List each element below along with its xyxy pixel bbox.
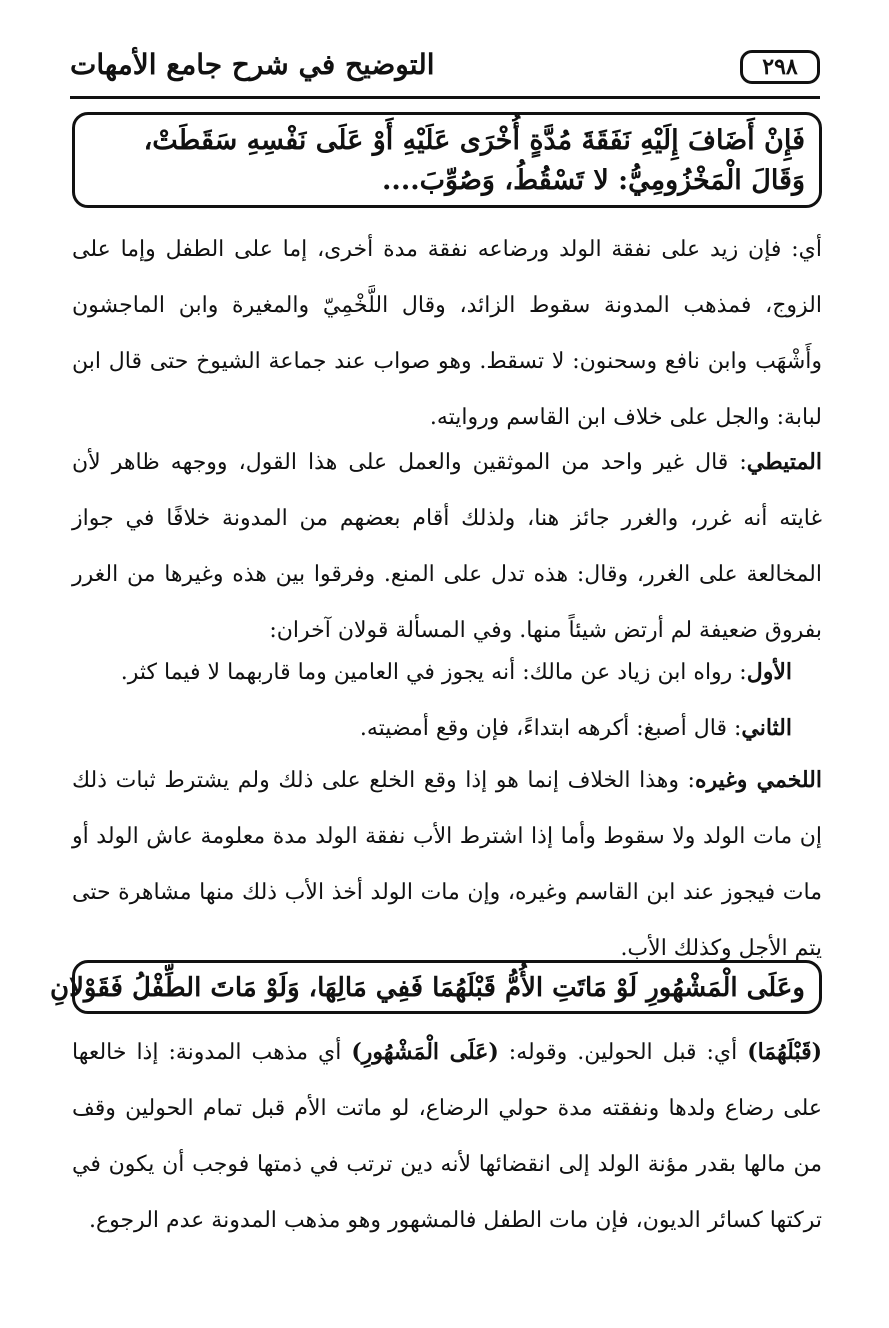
paragraph-body: : قال غير واحد من الموثقين والعمل على هذا القول، ووجهه ظاهر لأن غايته أنه غرر، والغرر جائز هنا، ولذلك أقام بعضهم من المدونة خلافًا في جواز المخالعة على الغرر، وقال: هذه تدل على المنع. وفرقوا بين هذه وغيرها من الغرر بفروق ضعيفة لم أرتض شيئاً منها. وفي المسألة قولان آخران: (72, 450, 822, 643)
paragraph-lead-second: الثاني (741, 715, 792, 741)
paragraph-body: أي: قبل الحولين. وقوله: (498, 1040, 748, 1065)
commentary-paragraph-3 (72, 644, 792, 701)
paragraph-body: : قال أصبغ: أكرهه ابتداءً، فإن وقع أمضيته. (359, 716, 742, 741)
matn-box-2: وعَلَى الْمَشْهُورِ لَوْ مَاتَتِ الأُمُّ قَبْلَهُمَا فَفِي مَالِهَا، وَلَوْ مَاتَ الطِّفْلُ فَقَوْلانِ (72, 960, 822, 1014)
page-header (70, 44, 820, 96)
commentary-paragraph-1: أي: فإن زيد على نفقة الولد ورضاعه نفقة مدة أخرى، إما على الطفل وإما على الزوج، فمذهب المدونة سقوط الزائد، وقال اللَّخْمِيّ والمغيرة وابن الماجشون وأَشْهَب وابن نافع وسحنون: لا تسقط. وهو صواب عند جماعة الشيوخ حتى قال ابن لبابة: والجل على خلاف ابن القاسم وروايته. (72, 237, 822, 430)
running-title: التوضيح في شرح جامع الأمهات (70, 48, 435, 81)
page-number: ٢٩٨ (740, 50, 820, 84)
quoted-phrase: (عَلَى الْمَشْهُورِ) (351, 1039, 499, 1065)
header-rule (70, 96, 820, 99)
commentary-paragraph-4 (72, 700, 792, 757)
paragraph-lead-lakhmi: اللخمي وغيره (694, 767, 822, 793)
paragraph-lead-first: الأول (746, 659, 792, 685)
commentary-paragraph-6 (72, 1024, 822, 1249)
commentary-paragraph-5 (72, 752, 822, 977)
paragraph-body: أي مذهب المدونة: إذا خالعها على رضاع ولدها ونفقته مدة حولي الرضاع، لو ماتت الأم قبل تمام الحولين وقف من مالها بقدر مؤنة الولد إلى انقضائها لأنه دين ترتب في ذمتها فوجب أن يكون في تركتها كسائر الديون، فإن مات الطفل فالمشهور وهو مذهب المدونة عدم الرجوع. (72, 1040, 822, 1233)
paragraph-lead-qablahuma: (قَبْلَهُمَا) (747, 1039, 823, 1065)
commentary-paragraph-2 (72, 434, 822, 659)
paragraph-lead-mutiti: المتيطي (746, 449, 822, 475)
matn-box-1: فَإِنْ أَضَافَ إِلَيْهِ نَفَقَةَ مُدَّةٍ أُخْرَى عَلَيْهِ أَوْ عَلَى نَفْسِهِ سَقَطَتْ، وَقَالَ الْمَخْزُومِيُّ: لا تَسْقُطُ، وَصُوِّبَ.... (72, 112, 822, 208)
paragraph-body: : رواه ابن زياد عن مالك: أنه يجوز في العامين وما قاربهما لا فيما كثر. (120, 660, 747, 685)
paragraph-body: : وهذا الخلاف إنما هو إذا وقع الخلع على ذلك ولم يشترط ثبات ذلك إن مات الولد ولا سقوط وأما إذا اشترط الأب نفقة الولد مدة معلومة عاش الولد أو مات فيجوز عند ابن القاسم وغيره، وإن مات الولد أخذ الأب ذلك منها مشاهرة حتى يتم الأجل وكذلك الأب. (72, 768, 822, 961)
